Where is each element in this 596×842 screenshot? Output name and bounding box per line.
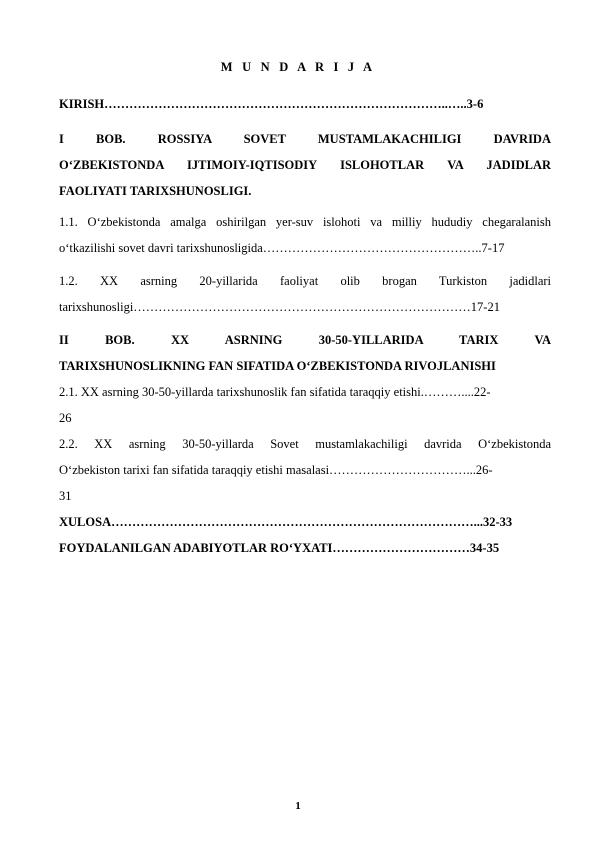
toc-section-1-1-line-2: o‘tkazilishi sovet davri tarixshunosligida……………………………………………..7-17 <box>59 241 505 255</box>
toc-chapter-1-line-1: I BOB. ROSSIYA SOVET MUSTAMLAKACHILIGI DAVRIDA <box>59 132 551 146</box>
toc-chapter-2-line-1: II BOB. XX ASRNING 30-50-YILLARIDA TARIX VA <box>59 333 551 347</box>
page-title: M U N D A R I J A <box>220 60 376 74</box>
toc-section-2-2-line-3: 31 <box>59 489 72 503</box>
toc-chapter-1-line-3: FAOLIYATI TARIXSHUNOSLIGI. <box>59 184 252 198</box>
toc-chapter-1-line-2: O‘ZBEKISTONDA IJTIMOIY-IQTISODIY ISLOHOTLAR VA JADIDLAR <box>59 158 551 172</box>
table-of-contents <box>59 91 551 561</box>
toc-entry-adabiyotlar: FOYDALANILGAN ADABIYOTLAR RO‘YXATI……………………………34-35 <box>59 541 500 555</box>
toc-section-2-2-line-1: 2.2. XX asrning 30-50-yillarda Sovet mustamlakachiligi davrida O‘zbekistonda <box>59 437 551 451</box>
toc-section-1-2-line-1: 1.2. XX asrning 20-yillarida faoliyat olib brogan Turkiston jadidlari <box>59 274 551 288</box>
toc-section-1-1-line-1: 1.1. O‘zbekistonda amalga oshirilgan yer-suv islohoti va milliy hududiy chegaralanish <box>59 215 551 229</box>
toc-section-2-1-line-1: 2.1. XX asrning 30-50-yillarda tarixshunoslik fan sifatida taraqqiy etishi.………....22- <box>59 385 491 399</box>
toc-chapter-2-line-2: TARIXSHUNOSLIKNING FAN SIFATIDA O‘ZBEKISTONDA RIVOJLANISHI <box>59 359 496 373</box>
toc-section-2-2-line-2: O‘zbekiston tarixi fan sifatida taraqqiy etishi masalasi……………………………...26- <box>59 463 493 477</box>
toc-section-1-2-line-2: tarixshunosligi………………………………………………………………………17-21 <box>59 300 500 314</box>
toc-section-2-1-line-2: 26 <box>59 411 72 425</box>
page-number: 1 <box>295 800 301 812</box>
toc-entry-kirish: KIRISH………………………………………………………………………..…..3-6 <box>59 97 484 111</box>
toc-entry-xulosa: XULOSA……………………………………………………………………………...32-33 <box>59 515 513 529</box>
